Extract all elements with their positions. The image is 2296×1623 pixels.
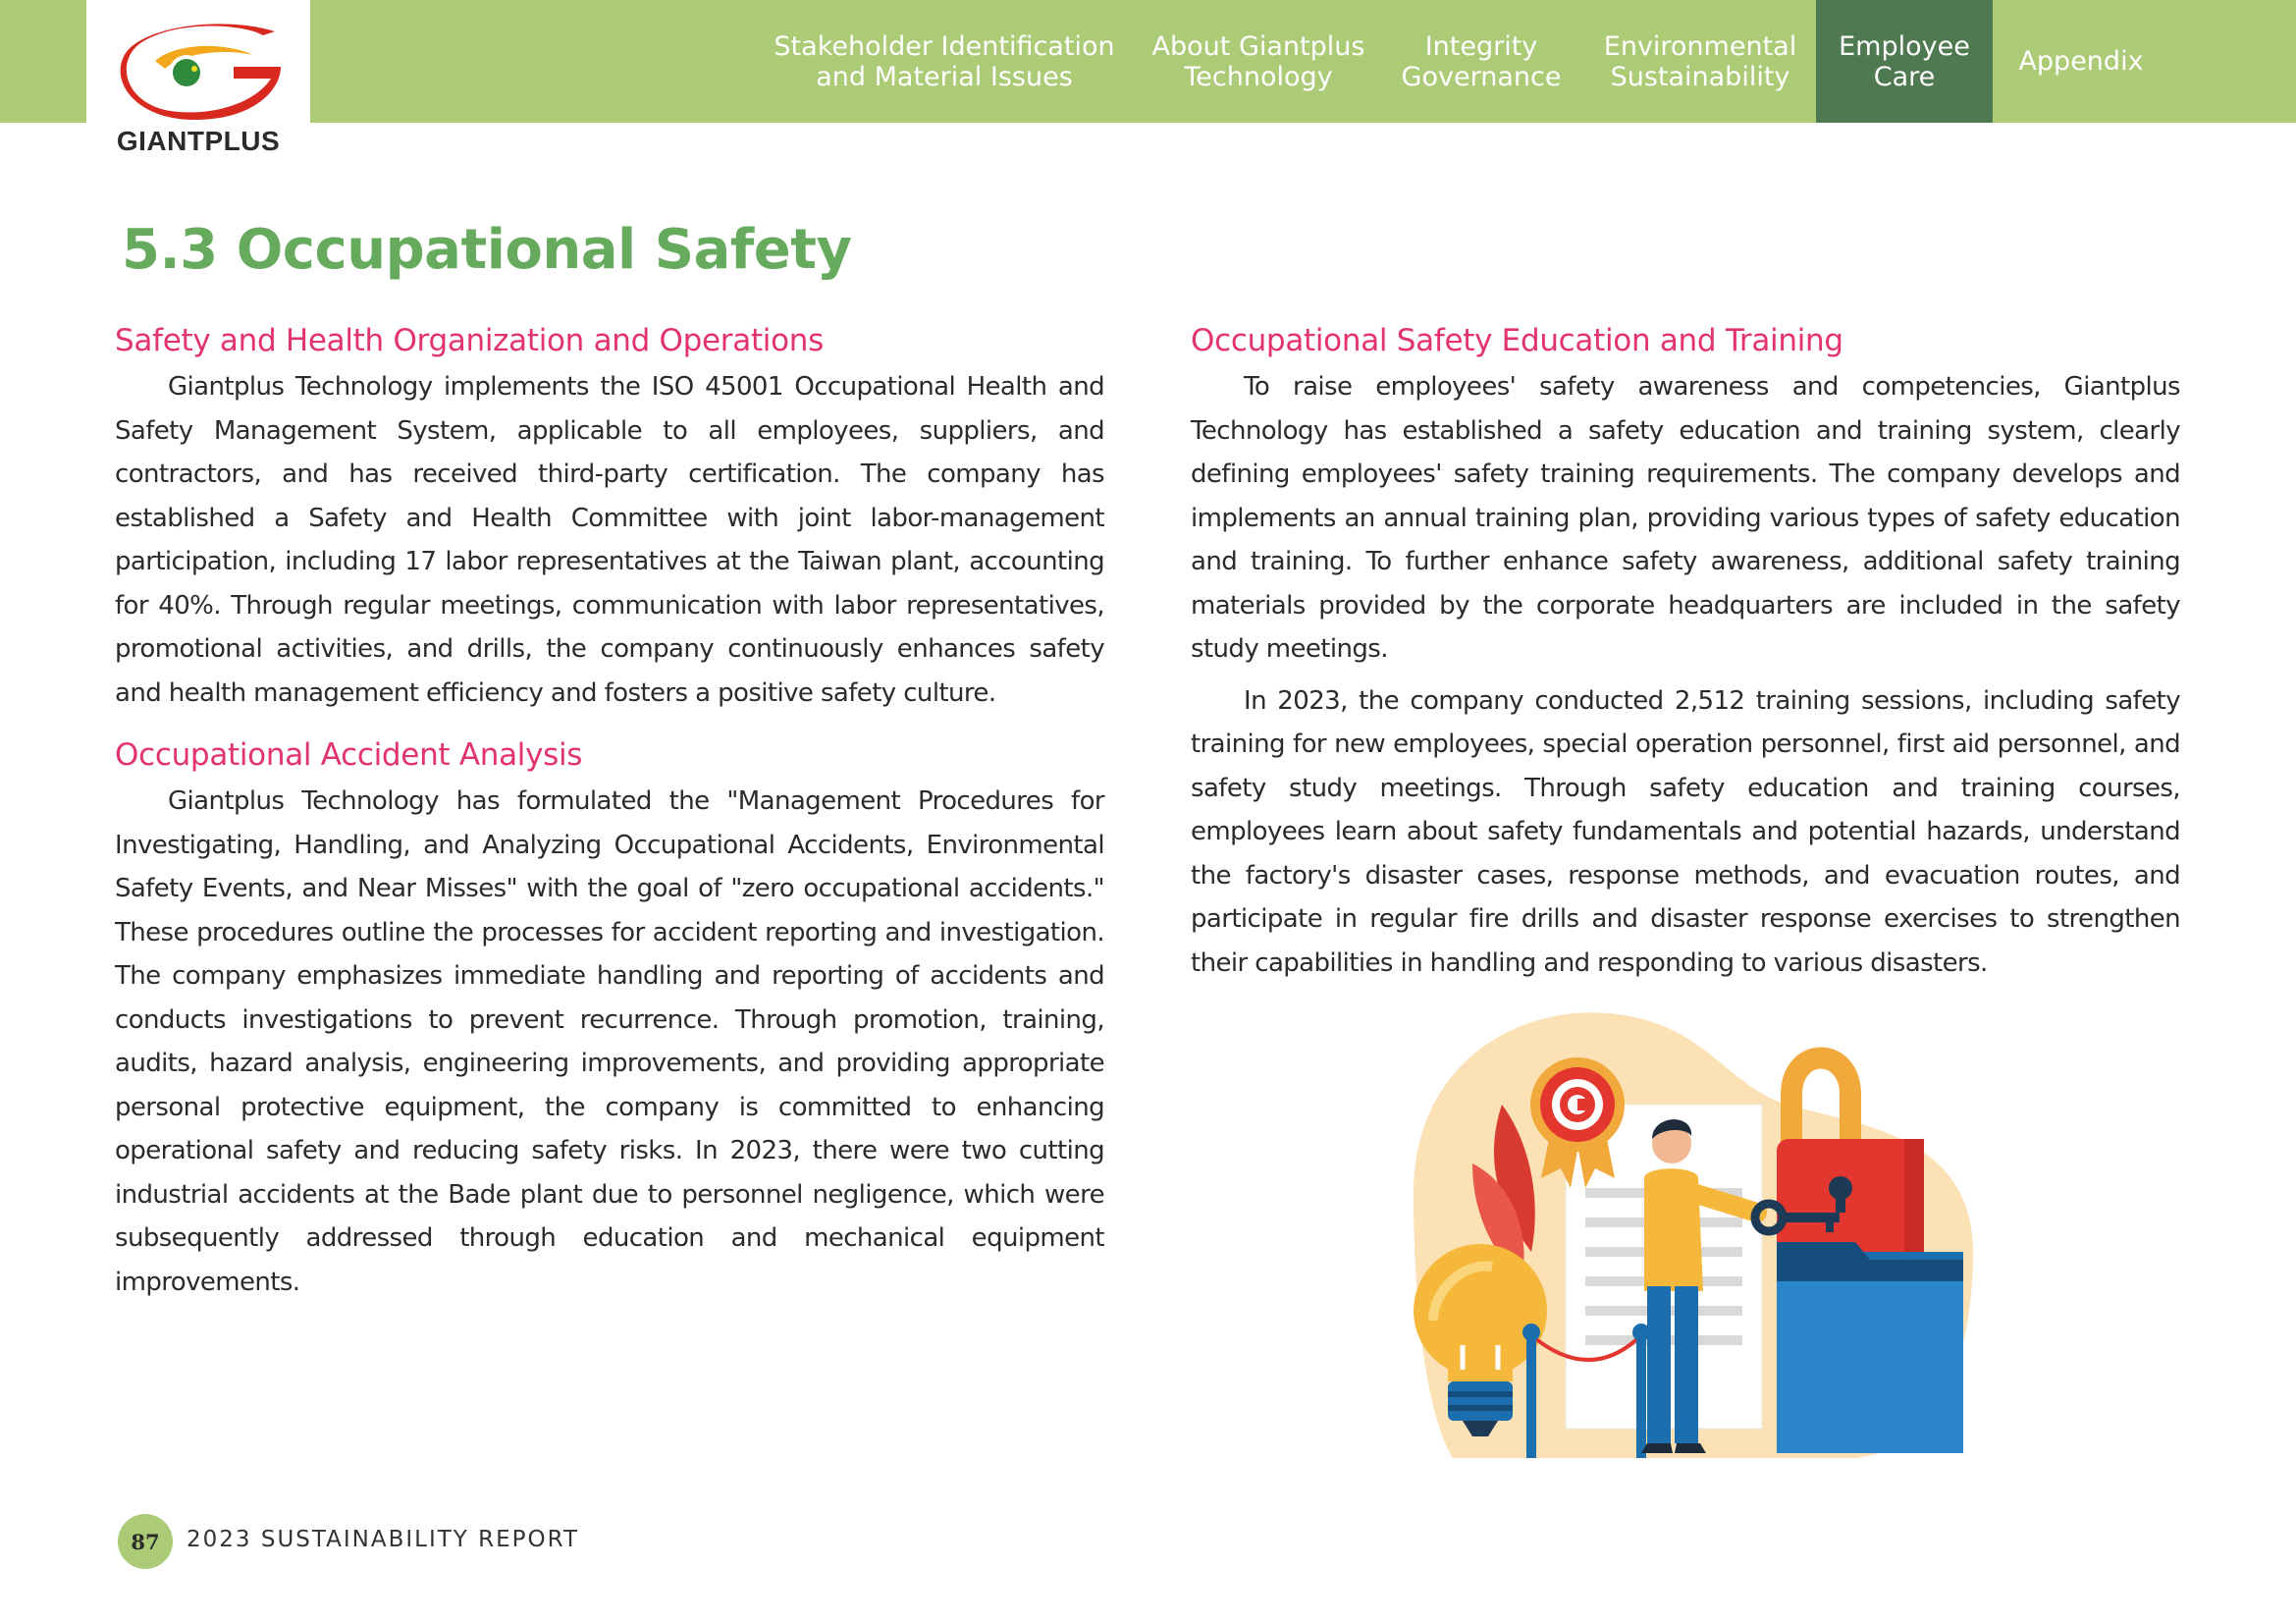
paragraph-training-system: To raise employees' safety awareness and competencies, Giantplus Technology has established a safety education and training system, clearly defining employees' safety training requirements. The company develops and implements an annual training plan, providing various types of safety education and training. To further enhance safety awareness, additional safety training materials provided by the corporate headquarters are included in the safety study meetings. [1191, 372, 2180, 664]
nav-item-appendix[interactable]: Appendix [2018, 46, 2144, 77]
section-heading-accident-analysis: Occupational Accident Analysis [115, 737, 583, 773]
page-number-badge: 87 [118, 1514, 173, 1569]
paragraph-training-sessions: In 2023, the company conducted 2,512 training sessions, including safety training for new employees, special operation personnel, first aid personnel, and safety study meetings. Through safety education and training courses, employees learn about safety fundamentals and potential hazards, understand the factory's disaster cases, response methods, and evacuation routes, and participate in regular fire drills and disaster response exercises to strengthen their capabilities in handling and responding to various disasters. [1191, 685, 2180, 978]
nav-item-about[interactable]: About Giantplus Technology [1151, 30, 1365, 92]
brand-name: GIANTPLUS [116, 126, 281, 156]
nav-item-integrity[interactable]: Integrity Governance [1401, 30, 1562, 92]
brand-logo[interactable] [86, 0, 310, 165]
safety-illustration [1394, 997, 1983, 1468]
paragraph-accident-analysis: Giantplus Technology has formulated the "Management Procedures for Investigating, Handling, and Analyzing Occupational Accidents, Environmental Safety Events, and Near Misses" with the goal of "zero occupational accidents." These procedures outline the processes for accident reporting and investigation. The company emphasizes immediate handling and reporting of accidents and conducts investigations to prevent recurrence. Through promotion, training, audits, hazard analysis, engineering improvements, and providing appropriate personal protective equipment, the company is committed to enhancing operational safety and reducing safety risks. In 2023, there were two cutting industrial accidents at the Bade plant due to personnel negligence, which were subsequently addressed through education and mechanical equipment improvements. [115, 786, 1104, 1297]
padlock-icon [1777, 1058, 1924, 1253]
left-column [115, 320, 1104, 1304]
nav-item-environmental[interactable]: Environmental Sustainability [1603, 30, 1797, 92]
nav-item-stakeholder[interactable]: Stakeholder Identification and Material Issues [774, 30, 1115, 92]
section-heading-safety-training: Occupational Safety Education and Training [1191, 323, 1843, 358]
page-title: 5.3 Occupational Safety [122, 218, 852, 282]
section-heading-safety-health-organization: Safety and Health Organization and Operations [115, 323, 824, 358]
right-column [1191, 320, 2180, 985]
paragraph-safety-health-organization: Giantplus Technology implements the ISO 45001 Occupational Health and Safety Management System, applicable to all employees, suppliers, and contractors, and has received third-party certification. The company has established a Safety and Health Committee with joint labor-management participation, including 17 labor representatives at the Taiwan plant, accounting for 40%. Through regular meetings, communication with labor representatives, promotional activities, and drills, the company continuously enhances safety and health management efficiency and fosters a positive safety culture. [115, 372, 1104, 708]
giantplus-logo-icon [116, 22, 283, 120]
folder-icon [1777, 1242, 1963, 1453]
report-title: 2023 SUSTAINABILITY REPORT [187, 1527, 580, 1552]
nav-item-employee-care[interactable]: Employee Care [1816, 0, 1993, 123]
